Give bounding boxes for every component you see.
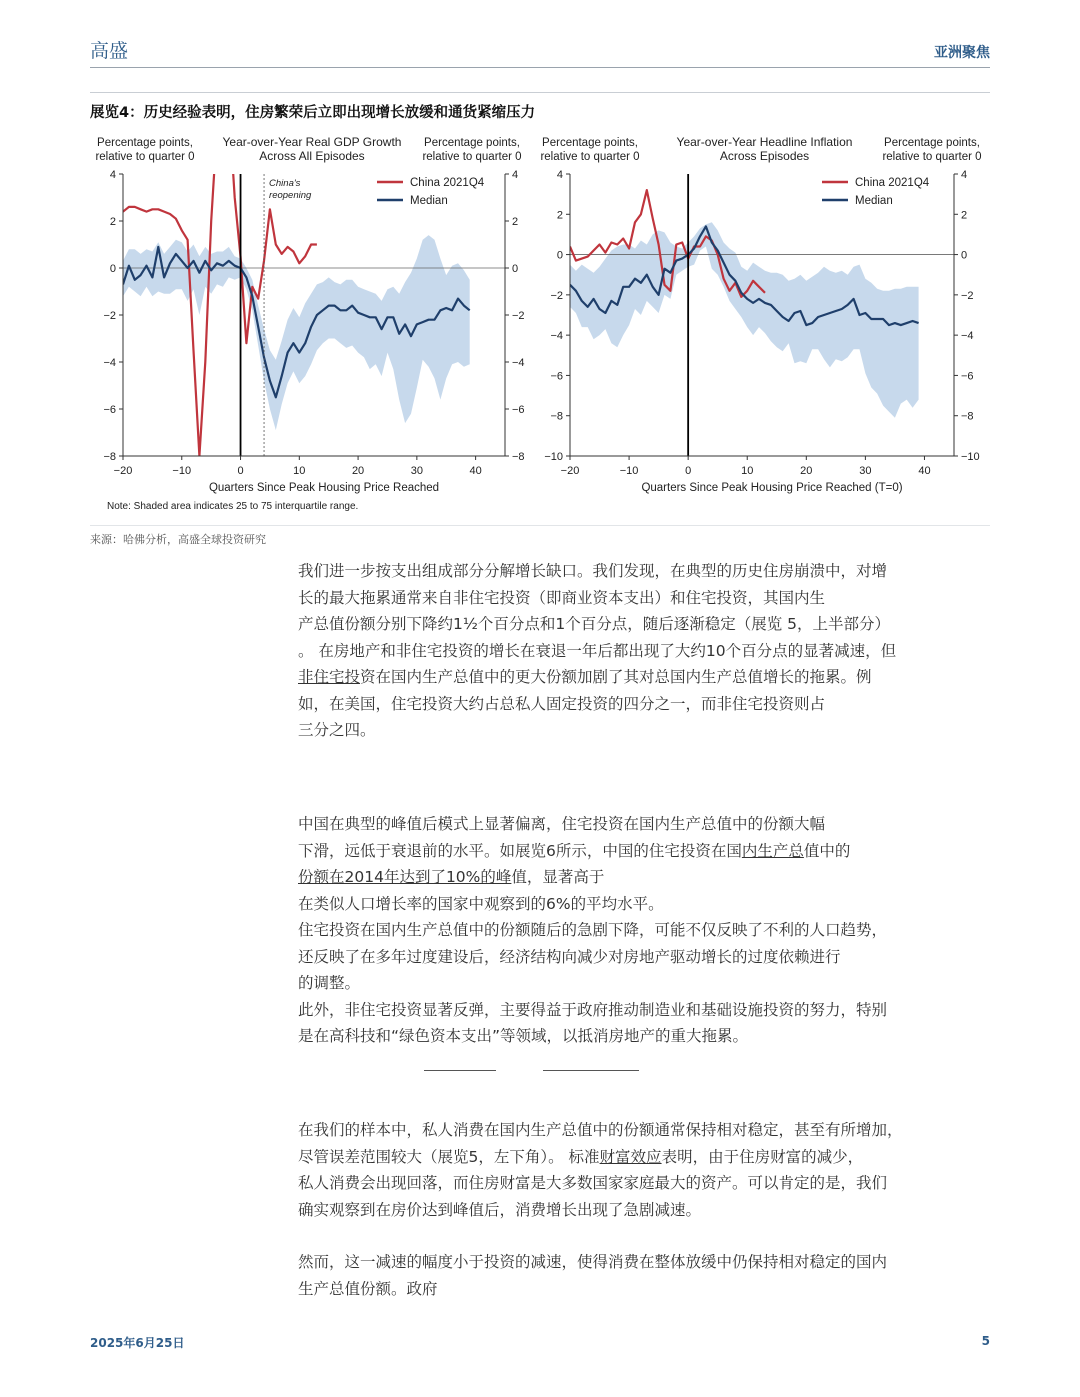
y-tick-label: −6 <box>103 404 116 416</box>
separator-line-right <box>543 1070 639 1071</box>
y-tick-label: −2 <box>512 310 525 322</box>
exhibit-divider <box>90 92 990 93</box>
text-line: 此外，非住宅投资显著反弹，主要得益于政府推动制造业和基础设施投资的努力，特别 <box>298 1000 888 1019</box>
chart-note: Note: Shaded area indicates 25 to 75 interquartile range. <box>107 501 359 512</box>
y-axis-label-left: relative to quarter 0 <box>540 151 640 163</box>
y-axis-label-right: relative to quarter 0 <box>882 151 982 163</box>
y-tick-label: −4 <box>103 357 116 369</box>
legend-label: Median <box>855 195 893 207</box>
chart-title: Year-over-Year Real GDP Growth <box>222 135 402 149</box>
text-line: 我们进一步按支出组成部分分解增长缺口。我们发现，在典型的历史住房崩溃中，对增 <box>298 562 888 580</box>
y-tick-label: −4 <box>550 330 563 343</box>
legend-label: China 2021Q4 <box>855 177 930 189</box>
text-line: 。 在房地产和非住宅投资的增长在衰退一年后都出现了大约10个百分点的显著减速，但 <box>298 641 897 660</box>
y-tick-label: 0 <box>109 263 116 275</box>
text-segment: 值，显著高于 <box>511 868 605 886</box>
text-line: 生产总值份额。政府 <box>298 1279 438 1298</box>
text-segment: 下滑，远低于衰退前的水平。如展览6所示，中国的住宅投资在国 <box>298 841 742 860</box>
brand-logo-text: 高盛 <box>90 40 129 62</box>
legend <box>377 177 485 207</box>
y-tick-label: −6 <box>961 370 974 383</box>
annotation-text: reopening <box>269 190 312 201</box>
x-tick-label: 40 <box>918 465 931 477</box>
y-tick-label: 4 <box>556 169 563 181</box>
text-segment: 表明，由于住房财富的减少， <box>661 1147 864 1166</box>
paragraph-1 <box>298 558 988 744</box>
y-tick-label: −4 <box>512 357 525 369</box>
text-line: 然而，这一减速的幅度小于投资的减速，使得消费在整体放缓中仍保持相对稳定的国内 <box>298 1253 888 1271</box>
y-tick-label: −8 <box>512 451 525 463</box>
chart-svg <box>90 130 530 520</box>
y-tick-label: 4 <box>961 169 968 181</box>
y-tick-label: −2 <box>961 289 974 302</box>
separator-line-left <box>424 1070 496 1071</box>
text-line <box>298 864 988 891</box>
y-tick-label: −8 <box>961 410 974 423</box>
x-axis-label: Quarters Since Peak Housing Price Reached (T=0) <box>641 482 903 494</box>
source-note: 来源：哈佛分析，高盛全球投资研究 <box>90 533 266 546</box>
text-line: 如，在美国，住宅投资大约占总私人固定投资的四分之一，而非住宅投资则占 <box>298 694 826 713</box>
footer-date: 2025年6月25日 <box>90 1336 185 1350</box>
x-tick-label: −20 <box>560 465 580 477</box>
text-line: 在类似人口增长率的国家中观察到的6%的平均水平。 <box>298 894 664 913</box>
paragraph-2 <box>298 811 988 1050</box>
gdp-link[interactable]: 内生产总 <box>741 841 804 860</box>
paragraph-3 <box>298 1117 988 1223</box>
text-line: 的调整。 <box>298 974 361 992</box>
x-tick-label: −10 <box>619 465 639 477</box>
y-tick-label: −2 <box>103 310 116 322</box>
page-number: 5 <box>981 1334 990 1348</box>
y-tick-label: −8 <box>550 410 563 423</box>
text-line: 中国在典型的峰值后模式上显著偏离，住宅投资在国内生产总值中的份额大幅 <box>298 815 826 833</box>
x-tick-label: 20 <box>351 465 365 477</box>
text-line: 产总值份额分别下降约1½个百分点和1个百分点，随后逐渐稳定（展览 5，上半部分） <box>298 615 891 633</box>
y-tick-label: 2 <box>961 209 968 222</box>
y-axis-label-left: relative to quarter 0 <box>95 151 195 163</box>
text-line <box>298 1144 988 1171</box>
y-tick-label: −4 <box>961 330 974 343</box>
non-residential-investment-link[interactable]: 非住宅投 <box>298 668 361 686</box>
section-title: 亚洲聚焦 <box>934 45 990 61</box>
header-divider <box>90 67 990 68</box>
y-tick-label: 0 <box>961 249 968 262</box>
y-tick-label: −10 <box>961 451 980 463</box>
text-segment: 尽管误差范围较大（展览5，左下角）。 标准 <box>298 1147 600 1166</box>
y-tick-label: −2 <box>550 289 563 302</box>
chart-title: Across Episodes <box>719 149 810 163</box>
y-tick-label: −8 <box>103 451 116 463</box>
x-tick-label: 0 <box>237 465 244 477</box>
inflation-chart <box>535 130 990 520</box>
paragraph-4 <box>298 1249 988 1302</box>
y-tick-label: 4 <box>109 169 116 181</box>
exhibit-title: 展览4：历史经验表明，住房繁荣后立即出现增长放缓和通货紧缩压力 <box>90 105 536 121</box>
x-tick-label: 40 <box>469 465 482 477</box>
x-axis-label: Quarters Since Peak Housing Price Reached <box>208 482 440 494</box>
text-line <box>298 664 988 691</box>
y-axis-label-left: Percentage points, <box>542 137 638 149</box>
x-tick-label: 0 <box>685 465 692 477</box>
text-line: 私人消费会出现回落，而住房财富是大多数国家家庭最大的资产。可以肯定的是，我们 <box>298 1174 888 1192</box>
x-tick-label: 30 <box>859 465 872 477</box>
y-axis-label-left: Percentage points, <box>97 137 193 149</box>
annotation-text: China's <box>269 178 301 189</box>
text-line: 住宅投资在国内生产总值中的份额随后的急剧下降，可能不仅反映了不利的人口趋势， <box>298 921 888 939</box>
text-line: 长的最大拖累通常来自非住宅投资（即商业资本支出）和住宅投资，其国内生 <box>298 588 826 607</box>
chart-svg <box>535 130 990 520</box>
legend-label: China 2021Q4 <box>410 177 485 189</box>
text-segment: 资在国内生产总值中的更大份额加剧了其对总国内生产总值增长的拖累。例 <box>360 668 872 686</box>
y-tick-label: 0 <box>556 249 563 262</box>
x-tick-label: 20 <box>800 465 813 477</box>
gdp-growth-chart <box>90 130 530 520</box>
text-line: 确实观察到在房价达到峰值后，消费增长出现了急剧减速。 <box>298 1200 702 1219</box>
y-tick-label: −10 <box>544 451 563 463</box>
y-tick-label: 2 <box>556 209 563 222</box>
y-tick-label: 2 <box>512 216 519 228</box>
wealth-effect-link[interactable]: 财富效应 <box>599 1147 662 1166</box>
chart-title: Across All Episodes <box>259 149 365 163</box>
chart-title: Year-over-Year Headline Inflation <box>676 135 853 149</box>
x-tick-label: −20 <box>113 465 133 477</box>
y-tick-label: −6 <box>512 404 525 416</box>
peak-share-link[interactable]: 份额在2014年达到了10%的峰 <box>298 868 512 886</box>
y-tick-label: 0 <box>512 263 519 275</box>
x-tick-label: 30 <box>410 465 423 477</box>
x-tick-label: 10 <box>741 465 754 477</box>
x-tick-label: 10 <box>293 465 306 477</box>
iqr-band <box>123 235 470 430</box>
text-line: 是在高科技和“绿色资本支出”等领域，以抵消房地产的重大拖累。 <box>298 1027 749 1045</box>
iqr-band <box>570 222 919 417</box>
y-axis-label-right: Percentage points, <box>884 137 980 149</box>
x-tick-label: −10 <box>172 465 192 477</box>
legend-label: Median <box>410 195 448 207</box>
y-tick-label: 4 <box>512 169 519 181</box>
y-tick-label: −6 <box>550 370 563 383</box>
text-line: 还反映了在多年过度建设后，经济结构向减少对房地产驱动增长的过度依赖进行 <box>298 947 841 966</box>
text-line: 三分之四。 <box>298 721 376 739</box>
y-axis-label-right: relative to quarter 0 <box>422 151 522 163</box>
y-axis-label-right: Percentage points, <box>424 137 520 149</box>
text-segment: 值中的 <box>803 841 851 860</box>
y-tick-label: 2 <box>109 216 116 228</box>
text-line: 在我们的样本中，私人消费在国内生产总值中的份额通常保持相对稳定，甚至有所增加， <box>298 1121 903 1139</box>
legend <box>822 177 930 207</box>
figure-divider <box>90 525 990 526</box>
text-line <box>298 838 988 865</box>
